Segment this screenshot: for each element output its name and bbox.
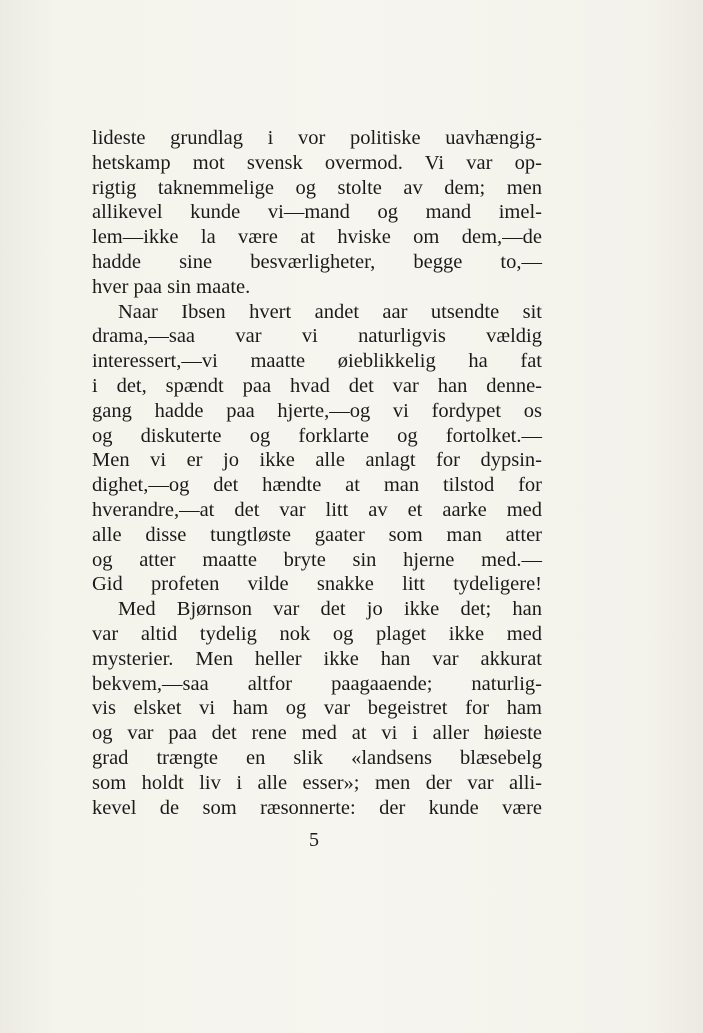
text-line: bekvem,—saa altfor paagaaende; naturlig- [92, 672, 542, 695]
text-line: alle disse tungtløste gaater som man atter [92, 523, 542, 546]
text-line: vis elsket vi ham og var begeistret for ham [92, 697, 542, 720]
text-line: lem—ikke la være at hviske om dem,—de [92, 226, 542, 249]
text-line: grad trængte en slik «landsens blæsebelg [92, 746, 542, 769]
text-line: var altid tydelig nok og plaget ikke med [92, 622, 542, 645]
text-line: som holdt liv i alle esser»; men der var alli- [92, 771, 542, 794]
text-line: hadde sine besværligheter, begge to,— [92, 250, 542, 273]
text-line: og var paa det rene med at vi i aller høieste [92, 722, 542, 745]
text-line: hverandre,—at det var litt av et aarke med [92, 498, 542, 521]
text-line: drama,—saa var vi naturligvis vældig [92, 325, 542, 348]
text-line: i det, spændt paa hvad det var han denne- [92, 374, 542, 397]
text-line: interessert,—vi maatte øieblikkelig ha fat [92, 350, 542, 373]
text-line: Naar Ibsen hvert andet aar utsendte sit [118, 300, 542, 323]
body-text [92, 126, 542, 820]
text-line: og diskuterte og forklarte og fortolket.— [92, 424, 542, 447]
text-line: kevel de som ræsonnerte: der kunde være [92, 796, 542, 819]
text-line: Gid profeten vilde snakke litt tydeligere! [92, 573, 542, 596]
text-line: hver paa sin maate. [92, 275, 251, 298]
text-line: Med Bjørnson var det jo ikke det; han [118, 598, 542, 621]
text-line: Men vi er jo ikke alle anlagt for dypsin- [92, 449, 542, 472]
text-line: hetskamp mot svensk overmod. Vi var op- [92, 151, 542, 174]
text-line: og atter maatte bryte sin hjerne med.— [92, 548, 542, 571]
text-line: mysterier. Men heller ikke han var akkurat [92, 647, 542, 670]
text-line: allikevel kunde vi—mand og mand imel- [92, 201, 542, 224]
page-number: 5 [309, 829, 319, 851]
text-line: lideste grundlag i vor politiske uavhængig- [92, 127, 542, 149]
text-line: rigtig taknemmelige og stolte av dem; men [92, 176, 542, 199]
text-line: gang hadde paa hjerte,—og vi fordypet os [92, 399, 542, 422]
text-line: dighet,—og det hændte at man tilstod for [92, 474, 542, 497]
